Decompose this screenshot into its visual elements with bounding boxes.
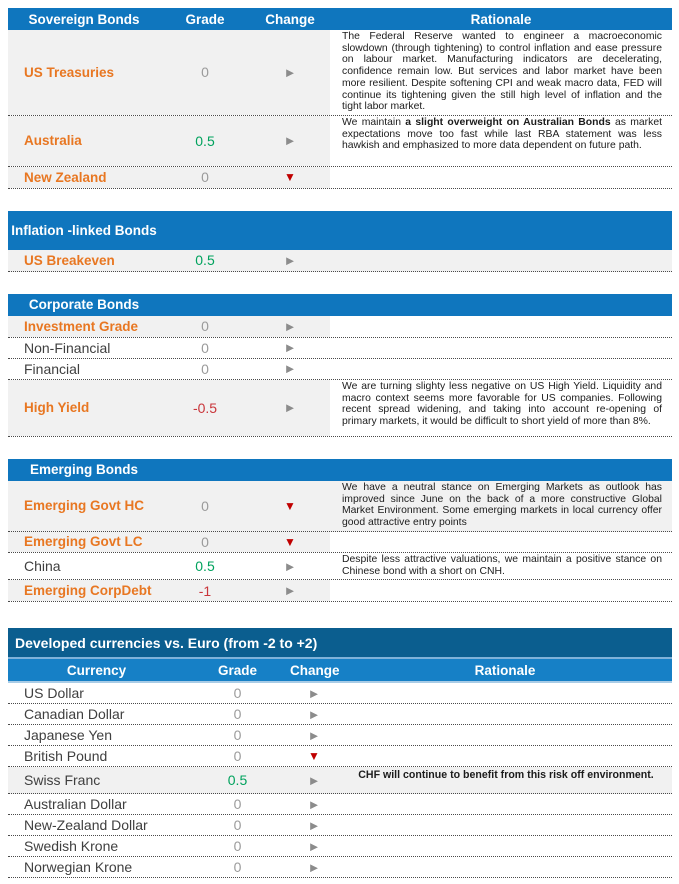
rationale-text — [338, 704, 672, 724]
table-body — [8, 481, 672, 602]
column-header-grade: Grade — [185, 11, 225, 27]
grade-value: 0 — [160, 532, 250, 552]
inflation-linked-bonds-table — [8, 211, 672, 272]
grade-value: -1 — [160, 580, 250, 601]
table-row — [8, 380, 672, 437]
right-arrow-icon: ► — [283, 558, 297, 574]
right-arrow-icon: ► — [307, 859, 321, 875]
rationale-segment: We maintain — [342, 116, 406, 128]
rationale-text — [338, 857, 672, 877]
grade-value: 0.5 — [195, 558, 215, 575]
down-arrow-icon: ▼ — [250, 532, 330, 552]
table-row — [8, 167, 672, 189]
rationale-text — [330, 250, 672, 271]
instrument-name: British Pound — [24, 748, 108, 765]
rationale-segment: as market expectations move too fast while last RBA statement was less hawkish and emphasized to more data dependent on future path. — [342, 116, 662, 152]
instrument-name: Investment Grade — [8, 316, 160, 337]
instrument-name: Emerging CorpDebt — [8, 580, 160, 601]
emerging-bonds-table — [8, 459, 672, 602]
down-arrow-icon: ▼ — [308, 749, 320, 764]
right-arrow-icon: ► — [307, 817, 321, 833]
right-arrow-icon: ► — [307, 838, 321, 854]
table-body — [8, 250, 672, 272]
right-arrow-icon: ► — [283, 340, 297, 356]
table-header — [8, 459, 672, 481]
table-row — [8, 116, 672, 167]
instrument-name: China — [24, 558, 61, 575]
grade-value: -0.5 — [160, 380, 250, 436]
rationale-text — [338, 836, 672, 856]
down-arrow-icon: ▼ — [250, 167, 330, 188]
grade-value: 0 — [160, 316, 250, 337]
table-header — [8, 294, 672, 316]
rationale-text — [330, 380, 672, 436]
rationale-bold-segment: CHF will continue to benefit from this risk off environment. — [358, 769, 654, 782]
table-row — [8, 338, 672, 359]
grade-value: 0.5 — [160, 116, 250, 166]
table-row — [8, 725, 672, 746]
rationale-text — [330, 580, 672, 601]
table-row — [8, 746, 672, 767]
rationale-text — [338, 794, 672, 814]
grade-value: 0 — [160, 167, 250, 188]
section-title: Corporate Bonds — [28, 297, 140, 313]
rationale-text — [330, 532, 672, 552]
grade-value: 0 — [233, 685, 242, 702]
instrument-name: US Treasuries — [8, 30, 160, 115]
rationale-text — [338, 683, 672, 703]
rationale-bold-segment: a slight overweight on Australian Bonds — [405, 116, 611, 128]
right-arrow-icon: ► — [250, 30, 330, 115]
rationale-segment: Despite less attractive valuations, we maintain a positive stance on Chinese bond with a short on CNH. — [342, 553, 662, 577]
rationale-text — [330, 359, 672, 379]
rationale-text — [330, 553, 672, 579]
right-arrow-icon: ► — [283, 361, 297, 377]
instrument-name: Norwegian Krone — [24, 859, 133, 876]
rationale-text — [338, 815, 672, 835]
right-arrow-icon: ► — [250, 380, 330, 436]
rationale-text — [330, 481, 672, 531]
table-header — [8, 657, 672, 683]
instrument-name: Emerging Govt LC — [8, 532, 160, 552]
table-body — [8, 30, 672, 189]
rationale-text — [330, 338, 672, 358]
currency-table-title: Developed currencies vs. Euro (from -2 to +2) — [8, 628, 672, 657]
grade-value: 0 — [233, 706, 242, 723]
right-arrow-icon: ► — [307, 727, 321, 743]
grade-value: 0 — [233, 796, 242, 813]
rationale-text — [330, 167, 672, 188]
column-header-rationale: Rationale — [470, 11, 532, 27]
grade-value: 0 — [233, 838, 242, 855]
column-header-currency: Currency — [66, 662, 127, 678]
section-title: Sovereign Bonds — [28, 11, 140, 27]
table-header — [8, 211, 672, 250]
currency-table — [8, 628, 672, 878]
instrument-name: Australian Dollar — [24, 796, 127, 813]
table-row — [8, 316, 672, 338]
rationale-segment: We are turning slighty less negative on US High Yield. Liquidity and macro context seems more favorable for US companies. Following recent spread widening, and taking into account re-opening of primary markets, it would be difficult to short yield of more than 8%. — [342, 380, 662, 428]
right-arrow-icon: ► — [307, 685, 321, 701]
rationale-text — [330, 316, 672, 337]
instrument-name: US Breakeven — [24, 252, 115, 268]
right-arrow-icon: ► — [307, 706, 321, 722]
table-row — [8, 767, 672, 794]
rationale-text — [330, 116, 672, 166]
table-row — [8, 553, 672, 580]
right-arrow-icon: ► — [250, 316, 330, 337]
instrument-name: Non-Financial — [24, 339, 111, 356]
corporate-bonds-table — [8, 294, 672, 437]
table-row — [8, 836, 672, 857]
table-row — [8, 30, 672, 116]
instrument-name: US Dollar — [24, 685, 84, 702]
table-body — [8, 316, 672, 437]
grade-value: 0 — [201, 497, 209, 514]
table-row — [8, 532, 672, 553]
column-header-change: Change — [265, 11, 315, 27]
table-row — [8, 580, 672, 602]
instrument-name: Canadian Dollar — [24, 706, 125, 723]
instrument-name: Japanese Yen — [24, 727, 112, 744]
rationale-text — [338, 746, 672, 766]
grade-value: 0 — [233, 748, 242, 765]
right-arrow-icon: ► — [307, 772, 321, 788]
grade-value: 0 — [233, 817, 242, 834]
instrument-name: New Zealand — [8, 167, 160, 188]
down-arrow-icon: ▼ — [284, 498, 296, 513]
right-arrow-icon: ► — [250, 580, 330, 601]
rationale-text — [338, 725, 672, 745]
table-body — [8, 683, 672, 878]
rationale-text — [338, 767, 672, 793]
grade-value: 0.5 — [227, 772, 248, 789]
section-title: Inflation -linked Bonds — [11, 222, 157, 238]
table-row — [8, 250, 672, 272]
table-row — [8, 794, 672, 815]
sovereign-bonds-table — [8, 8, 672, 189]
table-header — [8, 8, 672, 30]
instrument-name: Swedish Krone — [24, 838, 119, 855]
table-row — [8, 704, 672, 725]
column-header-rationale: Rationale — [474, 662, 536, 678]
table-row — [8, 481, 672, 532]
grade-value: 0 — [160, 30, 250, 115]
grade-value: 0 — [233, 727, 242, 744]
instrument-name: Australia — [8, 116, 160, 166]
grade-value: 0 — [201, 339, 209, 356]
instrument-name: Financial — [24, 360, 81, 377]
instrument-name: Emerging Govt HC — [24, 498, 145, 514]
rationale-text — [330, 30, 672, 115]
right-arrow-icon: ► — [283, 252, 297, 268]
section-title: Emerging Bonds — [29, 462, 138, 478]
rationale-segment: We have a neutral stance on Emerging Markets as outlook has improved since June on the back of a more constructive Global Market Environment. Some emerging markets in local currency offer good attractive entry points — [342, 481, 662, 529]
grade-value: 0 — [201, 360, 209, 377]
rationale-segment: The Federal Reserve wanted to engineer a macroeconomic slowdown (through tightening) to control inflation and ease pressure on labour market. Manufacturing indicators are decelerating, confidence remain low. But services and labor market have been more resilient. Despite softening CPI and weak macro data, FED will continue its tightening given the still high level of inflation and the tight labor market. — [342, 31, 662, 113]
table-row — [8, 683, 672, 704]
column-header-change: Change — [290, 662, 340, 678]
instrument-name: Swiss Franc — [24, 772, 101, 789]
instrument-name: High Yield — [8, 380, 160, 436]
grade-value: 0 — [233, 859, 242, 876]
right-arrow-icon: ► — [250, 116, 330, 166]
instrument-name: New-Zealand Dollar — [24, 817, 148, 834]
right-arrow-icon: ► — [307, 796, 321, 812]
column-header-grade: Grade — [217, 662, 258, 678]
table-row — [8, 359, 672, 380]
table-row — [8, 815, 672, 836]
grade-value: 0.5 — [195, 252, 215, 269]
